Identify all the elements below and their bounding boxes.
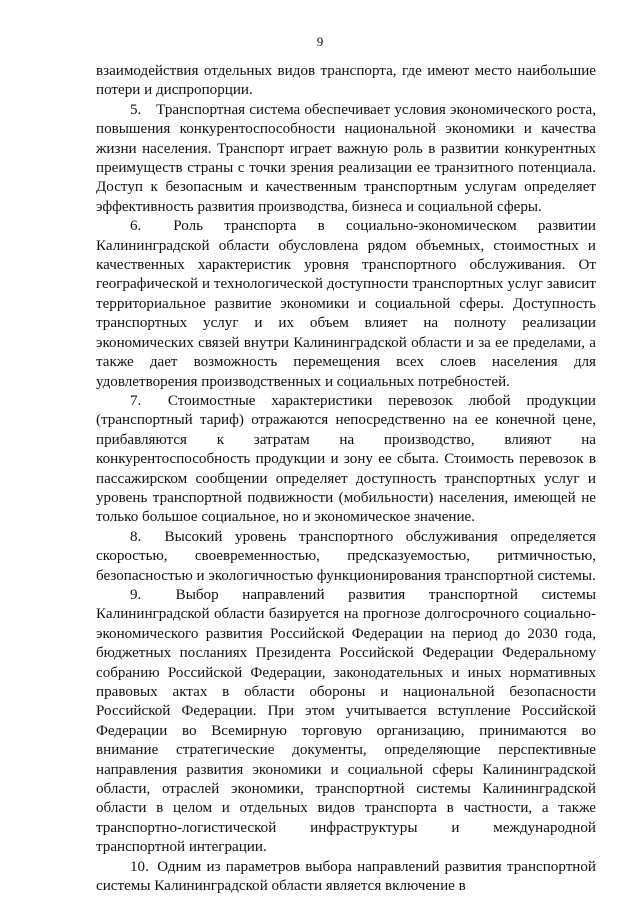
paragraph-number: 7. [130,392,142,409]
paragraph-6 [96,217,596,392]
paragraph-text: Высокий уровень транспортного обслуживания определяется скоростью, своевременностью, предсказуемостью, ритмичностью, безопасностью и экологичностью функционирования транспортной системы. [96,528,597,584]
paragraph-text: Одним из параметров выбора направлений развития транспортной системы Калининградской области является включение в [96,858,596,895]
paragraph-text: Выбор направлений развития транспортной системы Калининградской области базируется на прогнозе долгосрочного социально-экономического развития Российской Федерации на период до 2030 года, бюджетных посланиях Президента Российской Федерации Федеральному собранию Российской Федерации, законодательных и иных нормативных правовых актах в области обороны и национальной безопасности Российской Федерации. При этом учитывается вступление Российской Федерации во Всемирную торговую организацию, принимаются во внимание стратегические документы, определяющие перспективные направления развития экономики и социальной сферы Калининградской области, отраслей экономики, транспортной системы Калининградской области в целом и отдельных видов транспорта в частности, а также транспортно-логистической инфраструктуры и международной транспортной интеграции. [96,586,597,856]
paragraph-5 [96,101,596,217]
page-number: 9 [316,34,324,49]
paragraph-continuation [96,62,596,101]
paragraph-10 [96,858,596,897]
paragraph-number: 9. [130,586,142,603]
paragraph-text: Транспортная система обеспечивает условия экономического роста, повышения конкурентоспособности национальной экономики и качества жизни населения. Транспорт играет важную роль в развитии конкурентных преимуществ страны с точки зрения реализации ее транзитного потенциала. Доступ к безопасным и качественным транспортным услугам определяет эффективность развития производства, бизнеса и социальной сферы. [96,101,596,215]
paragraph-text: Роль транспорта в социально-экономическом развитии Калининградской области обусловлена рядом объемных, стоимостных и качественных характеристик уровня транспортного обслуживания. От географической и технологической доступности транспортных услуг зависит территориальное развитие экономики и социальной сферы. Доступность транспортных услуг и их объем влияет на полноту реализации экономических связей внутри Калининградской области и за ее пределами, а также дает возможность перемещения всех слоев населения для удовлетворения производственных и социальных потребностей. [96,218,596,390]
paragraph-text: взаимодействия отдельных видов транспорта, где имеют место наибольшие потери и диспропорции. [96,63,596,99]
document-body [96,62,596,896]
paragraph-number: 5. [130,101,142,118]
paragraph-number: 8. [130,528,142,545]
paragraph-9 [96,586,596,858]
paragraph-number: 10. [130,858,149,875]
paragraph-7 [96,392,596,528]
paragraph-number: 6. [130,218,142,235]
paragraph-8 [96,528,596,586]
paragraph-text: Стоимостные характеристики перевозок любой продукции (транспортный тариф) отражаются непосредственно на ее конечной цене, прибавляются к затратам на производство, влияют на конкурентоспособность продукции и зону ее сбыта. Стоимость перевозок в пассажирском сообщении определяет доступность транспортных услуг и уровень транспортной подвижности (мобильности) населения, имеющей не только большое социальное, но и экономическое значение. [96,392,596,526]
